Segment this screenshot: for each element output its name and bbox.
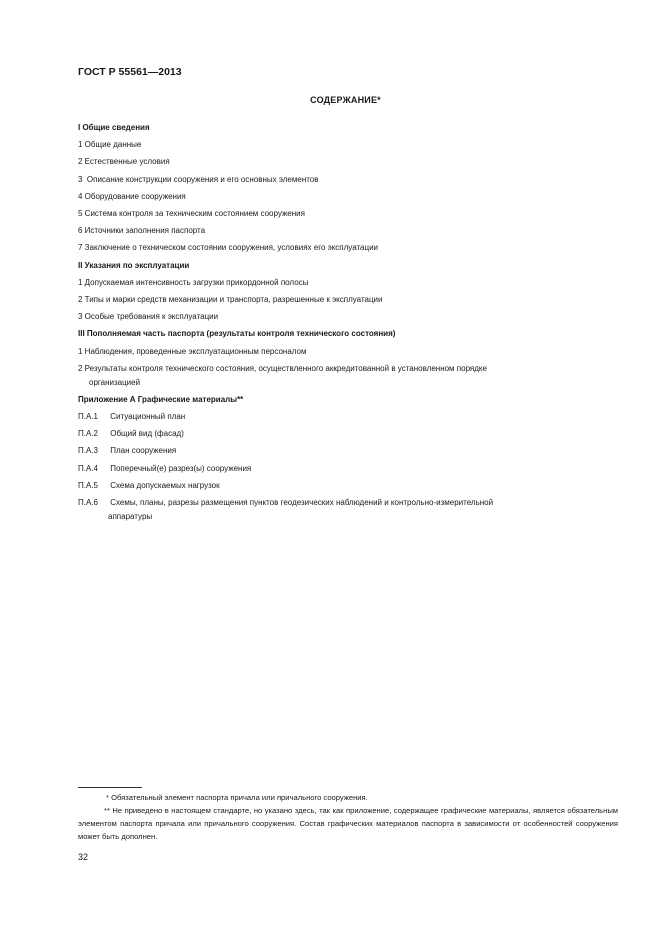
toc-item	[78, 241, 378, 255]
toc-item-number: П.А.2	[78, 429, 98, 439]
toc-item	[78, 345, 306, 359]
toc-item	[78, 362, 487, 390]
toc-section-heading	[78, 327, 395, 341]
toc-item-number: 2	[78, 363, 83, 373]
toc-section-heading	[78, 121, 150, 135]
toc-item	[78, 444, 176, 458]
toc-item-number: 5	[78, 209, 83, 218]
toc-item	[78, 479, 220, 493]
toc-item-number: П.А.3	[78, 446, 98, 456]
toc-item	[78, 173, 319, 187]
toc-item-text: Оборудование сооружения	[82, 191, 186, 201]
toc-item-number: 6	[78, 226, 83, 236]
toc-item-text: Описание конструкции сооружения и его основных элементов	[82, 174, 319, 184]
footnote-2: ** Не приведено в настоящем стандарте, но указано здесь, так как приложение, содержащее графические материалы, является обязательным элементом паспорта причала или причального сооружения. Состав графических материалов паспорта в зависимости от особенностей сооружения может быть дополнен.	[78, 806, 618, 841]
toc-item-text: Заключение о техническом состоянии сооружения, условиях его эксплуатации	[82, 243, 379, 253]
document-code: ГОСТ Р 55561—2013	[78, 66, 182, 78]
toc-item	[78, 276, 308, 290]
toc-item-number: 3	[78, 312, 83, 322]
toc-item-text: Поперечный(е) разрез(ы) сооружения	[108, 463, 252, 473]
toc-heading-text: Приложение А Графические материалы**	[78, 394, 244, 404]
toc-item	[78, 190, 186, 204]
toc-item	[78, 138, 141, 152]
toc-item	[78, 293, 383, 307]
toc-section-heading	[78, 259, 189, 273]
toc-item	[78, 310, 218, 324]
toc-item-text: План сооружения	[108, 446, 177, 456]
toc-item-text: Схема допускаемых нагрузок	[108, 480, 220, 490]
toc-item-text: Источники заполнения паспорта	[82, 226, 206, 236]
toc-item-number: 1	[78, 140, 83, 150]
toc-item-number: 7	[78, 243, 83, 253]
toc-item-text: Общие данные	[82, 140, 142, 150]
toc-item-text: Допускаемая интенсивность загрузки прикордонной полосы	[82, 277, 309, 287]
toc-item-text: Типы и марки средств механизации и транспорта, разрешенные к эксплуатации	[82, 295, 383, 304]
toc-section-heading	[78, 393, 243, 407]
toc-item	[78, 155, 170, 169]
toc-item	[78, 427, 184, 441]
toc-item-text: Наблюдения, проведенные эксплуатационным персоналом	[82, 346, 307, 356]
toc-item	[78, 224, 205, 238]
toc-heading-text: I Общие сведения	[78, 123, 150, 132]
toc-item-number: П.А.5	[78, 480, 98, 490]
toc-item-text: Система контроля за техническим состоянием сооружения	[82, 209, 305, 218]
toc-item-text: Общий вид (фасад)	[108, 429, 184, 439]
toc-item-continuation: аппаратуры	[108, 512, 153, 521]
toc-item-number: П.А.6	[78, 498, 98, 507]
toc-item	[78, 496, 493, 524]
toc-item-number: П.А.4	[78, 463, 98, 473]
page-title: СОДЕРЖАНИЕ*	[310, 95, 381, 105]
toc-item	[78, 462, 251, 476]
toc-item	[78, 410, 185, 424]
toc-item-continuation: организацией	[89, 377, 141, 387]
toc-item-number: 2	[78, 157, 83, 167]
toc-item-number: 1	[78, 277, 83, 287]
toc-item-text: Естественные условия	[82, 157, 170, 167]
toc-item-number: 1	[78, 346, 83, 356]
footnote-divider	[78, 787, 142, 788]
toc-item	[78, 207, 305, 221]
toc-heading-text: III Пополняемая часть паспорта (результаты контроля технического состояния)	[78, 329, 396, 339]
toc-item-text: Ситуационный план	[108, 412, 186, 421]
toc-heading-text: II Указания по эксплуатации	[78, 260, 190, 270]
toc-item-number: 2	[78, 295, 83, 304]
page-number: 32	[78, 852, 89, 862]
toc-item-text: Особые требования к эксплуатации	[82, 312, 219, 322]
toc-item-number: 3	[78, 174, 83, 184]
toc-item-number: П.А.1	[78, 412, 98, 421]
toc-item-number: 4	[78, 191, 83, 201]
footnote-1: * Обязательный элемент паспорта причала или причального сооружения.	[106, 793, 368, 802]
toc-item-text: Результаты контроля технического состояния, осуществленного аккредитованной в установленном порядке	[82, 363, 487, 373]
toc-item-text: Схемы, планы, разрезы размещения пунктов геодезических наблюдений и контрольно-измерительной	[108, 498, 494, 507]
